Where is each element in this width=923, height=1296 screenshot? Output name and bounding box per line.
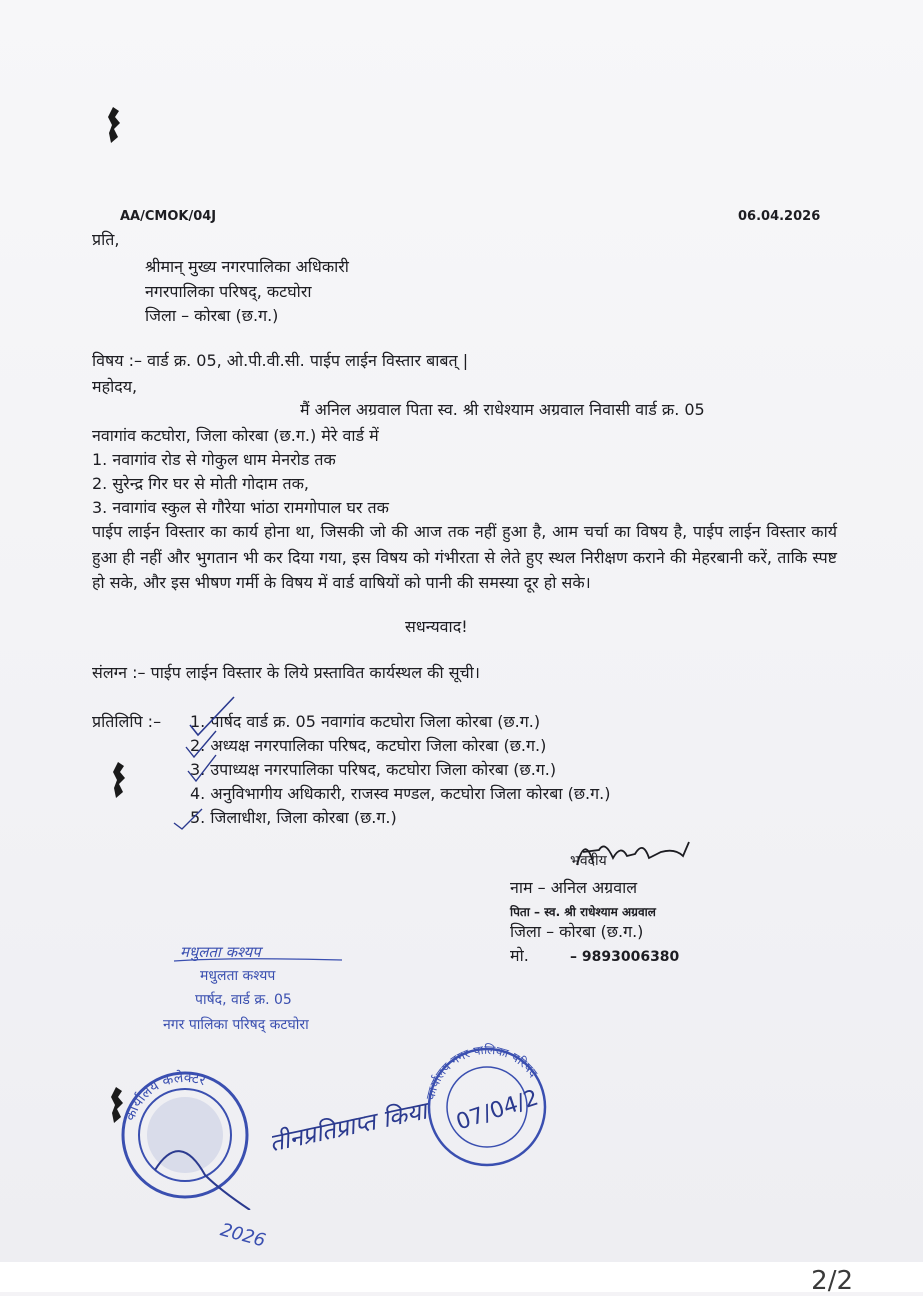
sender-name: नाम – अनिल अग्रवाल [510,878,638,897]
councillor-signature: मधुलता कश्यप [180,943,261,961]
sender-district: जिला – कोरबा (छ.ग.) [510,922,644,941]
mobile-number: – 9893006380 [570,949,680,965]
recipient-line-2: नगरपालिका परिषद्, कटघोरा [145,282,312,301]
copy-label: प्रतिलिपि :– [92,712,162,731]
copy-item-2: 2. अध्यक्ष नगरपालिका परिषद, कटघोरा जिला कोरबा (छ.ग.) [190,736,547,755]
location-item-3: 3. नवागांव स्कुल से गौरेया भांठा रामगोपाल घर तक [92,498,389,517]
copy-item-3: 3. उपाध्यक्ष नगरपालिका परिषद, कटघोरा जिला कोरबा (छ.ग.) [190,760,557,779]
sender-father: पिता – स्व. श्री राधेश्याम अग्रवाल [510,905,656,919]
intro-line-2: नवागांव कटघोरा, जिला कोरबा (छ.ग.) मेरे वार्ड में [92,426,379,445]
reference-number: AA/CMOK/04J [120,209,217,224]
letter-date: 06.04.2026 [738,209,821,224]
councillor-post: पार्षद, वार्ड क्र. 05 [195,992,292,1008]
recipient-line-3: जिला – कोरबा (छ.ग.) [145,306,279,325]
collector-handwritten-date: 2026 [218,1219,268,1252]
closing-word: भवदीय [570,853,607,869]
subject-line: विषय :– वार्ड क्र. 05, ओ.पी.वी.सी. पाईप लाईन विस्तार बाबत् | [92,351,469,370]
enclosure-line: संलग्न :– पाईप लाईन विस्तार के लिये प्रस्तावित कार्यस्थल की सूची। [92,663,480,682]
collector-round-stamp [110,1060,260,1210]
location-item-1: 1. नवागांव रोड से गोकुल धाम मेनरोड तक [92,450,336,469]
received-note: तीनप्रतिप्राप्त किया [266,1096,430,1158]
body-paragraph: पाईप लाईन विस्तार का कार्य होना था, जिसकी जो की आज तक नहीं हुआ है, आम चर्चा का विषय है, पाईप लाईन विस्तार कार्य हुआ ही नहीं और भुगतान भी कर दिया गया, इस विषय को गंभीरता से लेते हुए स्थल निरीक्षण कराने की मेहरबानी करें, ताकि स्पष्ट हो सके, और इस भीषण गर्मी के विषय में वार्ड वाषियों को पानी की समस्या दूर हो सके। [92,522,837,592]
councillor-name: मधुलता कश्यप [200,968,276,984]
municipal-stamp-date: 07/04/2 [453,1085,542,1136]
punch-mark [110,760,130,800]
copy-item-1: 1. पार्षद वार्ड क्र. 05 नवागांव कटघोरा जिला कोरबा (छ.ग.) [190,712,541,731]
punch-mark [105,105,125,145]
councillor-office: नगर पालिका परिषद् कटघोरा [163,1017,309,1033]
page-number: 2/2 [811,1266,853,1296]
intro-line-1: मैं अनिल अग्रवाल पिता स्व. श्री राधेश्याम अग्रवाल निवासी वार्ड क्र. 05 [300,400,705,419]
thanks-line: सधन्यवाद! [405,617,468,636]
recipient-line-1: श्रीमान् मुख्य नगरपालिका अधिकारी [145,257,349,276]
handwritten-ticks [172,695,242,835]
svg-text:कार्यालय कलेक्टर: कार्यालय कलेक्टर [122,1069,208,1124]
copy-item-4: 4. अनुविभागीय अधिकारी, राजस्व मण्डल, कटघोरा जिला कोरबा (छ.ग.) [190,784,611,803]
location-item-2: 2. सुरेन्द्र गिर घर से मोती गोदाम तक, [92,474,310,493]
salutation: महोदय, [92,377,138,396]
copy-item-5: 5. जिलाधीश, जिला कोरबा (छ.ग.) [190,808,397,827]
bottom-band [0,1262,923,1292]
mobile-label: मो. [510,946,529,965]
to-label: प्रति, [92,230,120,249]
svg-text:कार्यालय नगर पालिका परिषद: कार्यालय नगर पालिका परिषद [423,1042,541,1102]
